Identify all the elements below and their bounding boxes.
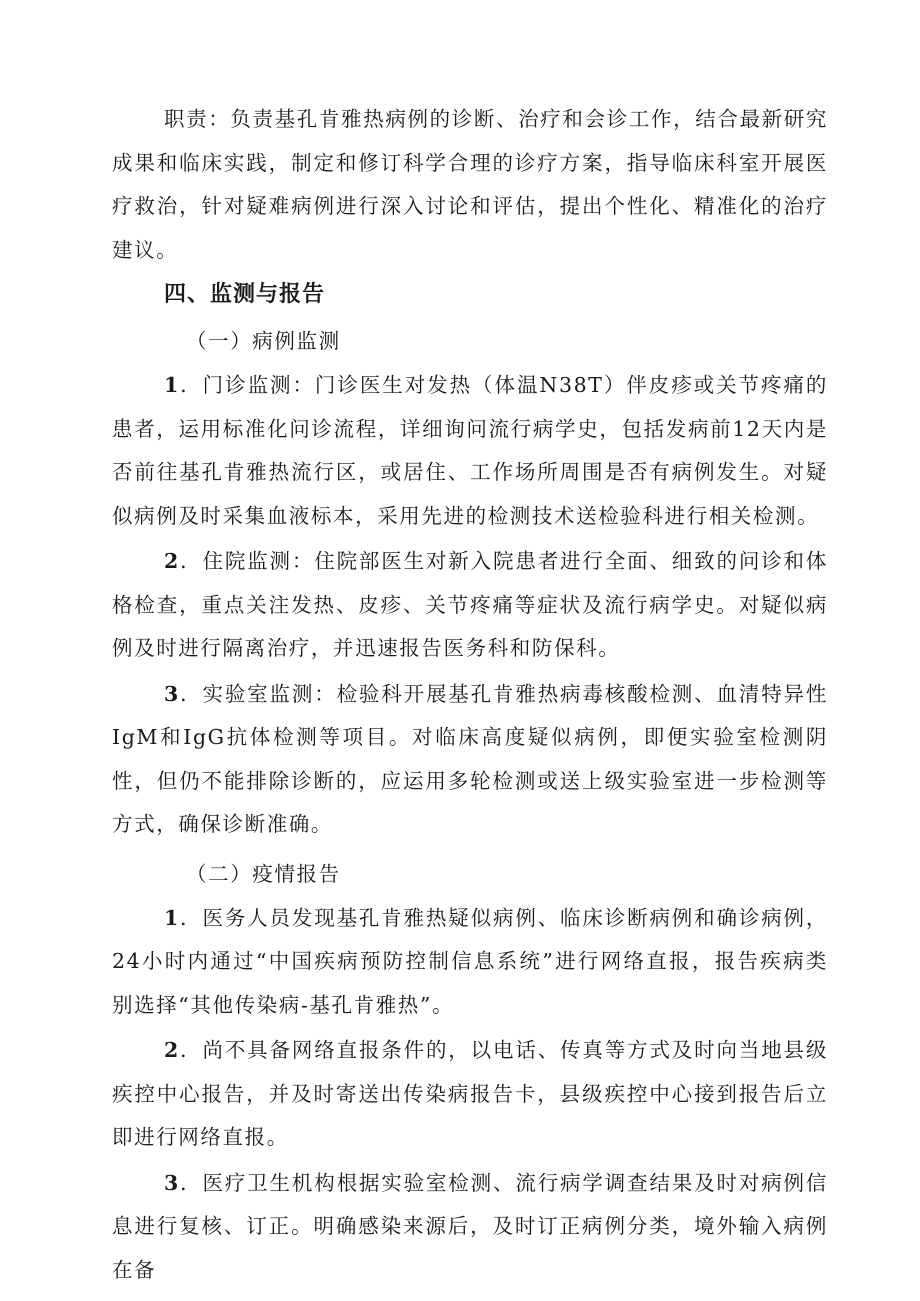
list-item — [112, 897, 828, 1028]
list-item — [112, 1162, 828, 1293]
subsection-title-epidemic-report: （二）疫情报告 — [186, 861, 341, 886]
item-number: 3 — [164, 1170, 180, 1195]
item-number: 1 — [164, 905, 180, 930]
item-number: 3 — [164, 681, 180, 706]
list-item — [112, 1029, 828, 1160]
list-item — [112, 364, 828, 538]
list-item — [112, 540, 828, 671]
duty-paragraph: 职责：负责基孔肯雅热病例的诊断、治疗和会诊工作，结合最新研究成果和临床实践，制定和修订科学合理的诊疗方案，指导临床科室开展医疗救治，针对疑难病例进行深入讨论和评估，提出个性化、精准化的治疗建议。 — [112, 107, 828, 262]
section-heading: 四、监测与报告 — [164, 282, 326, 307]
subsection-title-case-monitoring: （一）病例监测 — [186, 329, 341, 353]
item-text: ．住院监测：住院部医生对新入院患者进行全面、细致的问诊和体格检查，重点关注发热、皮疹、关节疼痛等症状及流行病学史。对疑似病例及时进行隔离治疗，并迅速报告医务科和防保科。 — [112, 549, 828, 660]
document-body — [112, 98, 828, 1294]
item-text: ．实验室监测：检验科开展基孔肯雅热病毒核酸检测、血清特异性IgM和IgG抗体检测等项目。对临床高度疑似病例，即便实验室检测阴性，但仍不能排除诊断的，应运用多轮检测或送上级实验室进一步检测等方式，确保诊断准确。 — [112, 681, 828, 836]
item-number: 1 — [164, 373, 180, 397]
item-text: ．医疗卫生机构根据实验室检测、流行病学调查结果及时对病例信息进行复核、订正。明确感染来源后，及时订正病例分类，境外输入病例在备 — [112, 1170, 828, 1282]
list-item — [112, 673, 828, 847]
item-text: ．尚不具备网络直报条件的，以电话、传真等方式及时向当地县级疾控中心报告，并及时寄送出传染病报告卡，县级疾控中心接到报告后立即进行网络直报。 — [112, 1038, 828, 1149]
item-number: 2 — [164, 549, 180, 573]
item-number: 2 — [164, 1038, 180, 1062]
item-text: ．门诊监测：门诊医生对发热（体温N38T）伴皮疹或关节疼痛的患者，运用标准化问诊流程，详细询问流行病学史，包括发病前12天内是否前往基孔肯雅热流行区，或居住、工作场所周围是否有病例发生。对疑似病例及时采集血液标本，采用先进的检测技术送检验科进行相关检测。 — [112, 373, 828, 528]
item-text: ．医务人员发现基孔肯雅热疑似病例、临床诊断病例和确诊病例，24小时内通过“中国疾病预防控制信息系统”进行网络直报，报告疾病类别选择“其他传染病-基孔肯雅热”。 — [112, 905, 828, 1017]
